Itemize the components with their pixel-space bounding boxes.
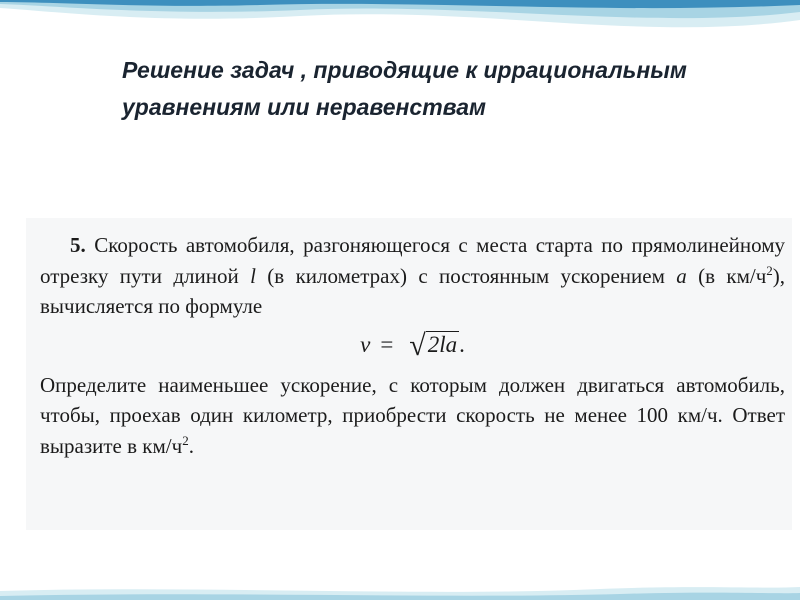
superscript-2: 2 [766,262,773,278]
formula-lhs: v [360,332,371,358]
variable-l: l [250,263,256,288]
formula-period: . [459,332,465,358]
variable-a: a [676,263,687,288]
sqrt-sign-icon: √ [409,328,426,362]
problem-text-4: ), вычисляется по формуле [40,263,786,318]
wave-decoration-bottom [0,585,800,600]
wave-decoration-top [0,0,800,60]
problem-text-3: (в км/ч [698,263,767,288]
formula-equals: = [380,332,394,358]
problem-text-6: . [188,433,194,458]
problem-paragraph-2 [40,370,785,462]
problem-text-2: (в километрах) с постоянным ускорением [267,263,665,288]
sqrt [409,330,459,362]
slide-title: Решение задач , приводящие к иррациональным уравнениям или неравенствам [122,57,687,120]
problem-number: 5. [70,233,86,257]
formula-radicand: 2la [427,331,458,357]
superscript-2-answer: 2 [182,432,189,448]
problem-text [40,230,785,461]
problem-text-1: Скорость автомобиля, разгоняющегося с места старта по прямолинейному отрезку пути длиной [40,233,785,288]
problem-paragraph-1 [40,230,785,322]
formula [40,322,785,370]
problem-text-5: Определите наименьшее ускорение, с которым должен двигаться автомобиль, чтобы, проехав один километр, приобрести скорость не менее 100 км/ч. Ответ выразите в км/ч [40,372,785,458]
